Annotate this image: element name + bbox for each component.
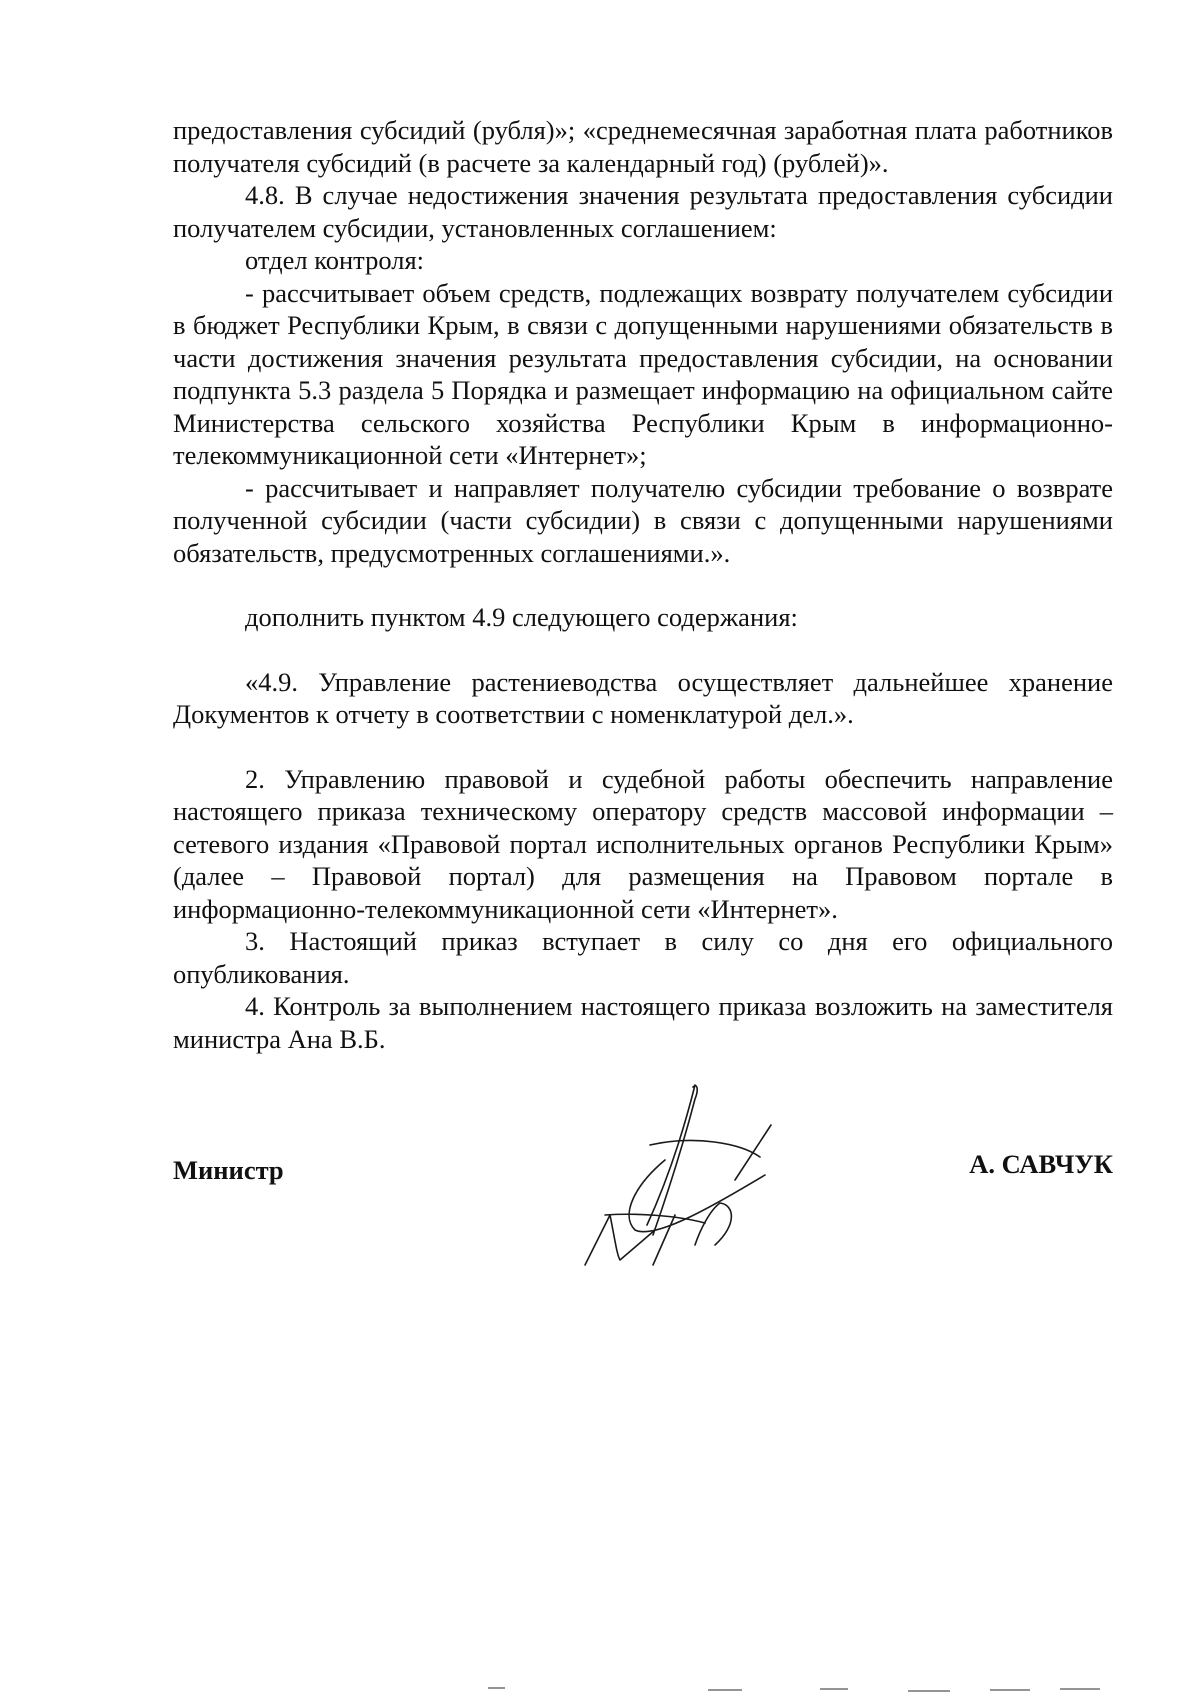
paragraph-control-dept: отдел контроля: bbox=[245, 245, 425, 275]
paragraph-4-9: «4.9. Управление растениеводства осуществляет дальнейшее хранение Документов к отчету в соответствии с номенклатурой дел.». bbox=[173, 666, 1113, 729]
paragraph-supplement-4-9: дополнить пунктом 4.9 следующего содержания: bbox=[245, 602, 798, 632]
paragraph-item-4: 4. Контроль за выполнением настоящего приказа возложить на заместителя министра Ана В.Б. bbox=[173, 991, 1113, 1054]
signatory-position: Министр bbox=[173, 1155, 284, 1185]
paragraph-calculates-demand: - рассчитывает и направляет получателю субсидии требование о возврате полученной субсидии (части субсидии) в связи с допущенными нарушениями обязательств, предусмотренных соглашениями.». bbox=[173, 472, 1113, 568]
paragraph-item-3: 3. Настоящий приказ вступает в силу со дня его официального опубликования. bbox=[173, 926, 1113, 989]
signature-block bbox=[173, 1149, 1113, 1195]
paragraph-continuation: предоставления субсидий (рубля)»; «среднемесячная заработная плата работников получателя субсидий (в расчете за календарный год) (рублей)». bbox=[173, 115, 1113, 178]
paragraph-item-2: 2. Управлению правовой и судебной работы обеспечить направление настоящего приказа техническому оператору средств массовой информации – сетевого издания «Правовой портал исполнительных органов Республики Крым» (далее – Правовой портал) для размещения на Правовом портале в информационно-телекоммуникационной сети «Интернет». bbox=[173, 763, 1113, 924]
signatory-name: А. САВЧУК bbox=[969, 1149, 1113, 1179]
paragraph-calculates-volume: - рассчитывает объем средств, подлежащих возврату получателем субсидии в бюджет Республики Крым, в связи с допущенными нарушениями обязательств в части достижения значения результата предоставления субсидии, на основании подпункта 5.3 раздела 5 Порядка и размещает информацию на официальном сайте Министерства сельского хозяйства Республики Крым в информационно-телекоммуникационной сети «Интернет»; bbox=[173, 277, 1113, 470]
document-body bbox=[173, 114, 1113, 1055]
spacer bbox=[173, 634, 1113, 666]
paragraph-4-8: 4.8. В случае недостижения значения результата предоставления субсидии получателем субсидии, установленных соглашением: bbox=[173, 180, 1113, 243]
scan-artifact-marks bbox=[0, 1680, 1200, 1700]
spacer bbox=[173, 569, 1113, 601]
spacer bbox=[173, 731, 1113, 763]
